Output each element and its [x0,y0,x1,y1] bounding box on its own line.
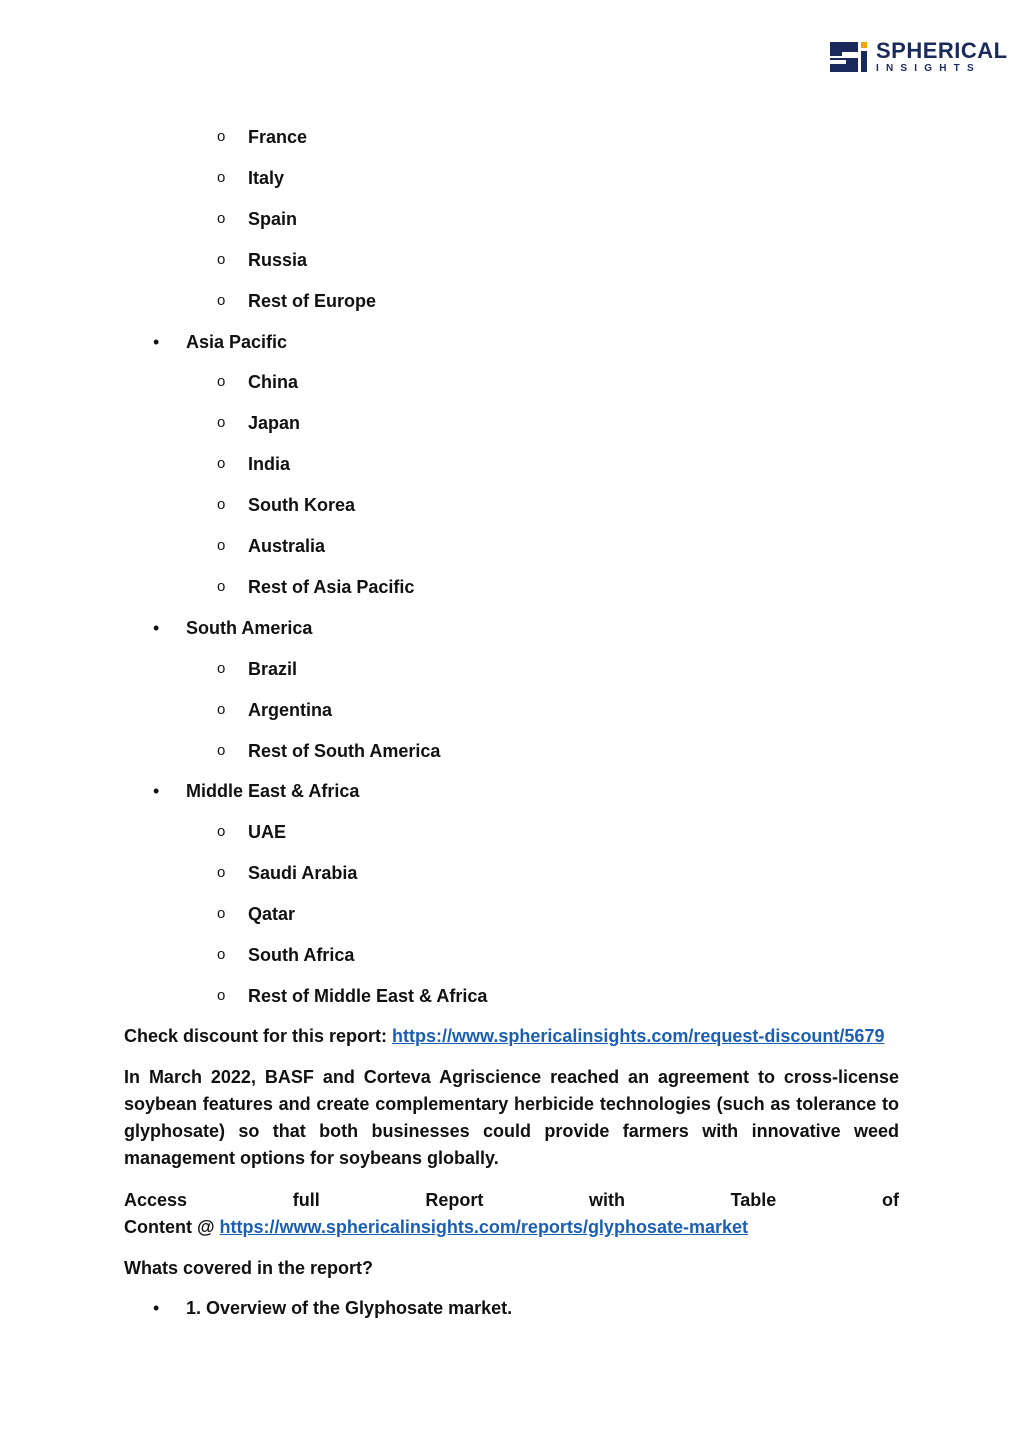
circle-bullet-icon: o [217,169,226,186]
circle-bullet-icon: o [217,701,226,718]
access-report-line1 [124,1187,899,1214]
report-link[interactable]: https://www.sphericalinsights.com/reports/glyphosate-market [219,1217,748,1237]
country-label: Brazil [248,659,298,679]
country-label: Japan [248,413,301,433]
country-label: Rest of Middle East & Africa [248,986,488,1006]
covered-heading: Whats covered in the report? [124,1258,374,1278]
circle-bullet-icon: o [217,496,226,513]
country-label: India [248,454,291,474]
logo-wordmark: SPHERICAL [876,38,1008,63]
access-report-block [124,1187,899,1241]
country-label: Russia [248,250,308,270]
country-label: Rest of Asia Pacific [248,577,415,597]
circle-bullet-icon: o [217,660,226,677]
circle-bullet-icon: o [217,578,226,595]
access-word: with [588,1190,625,1210]
circle-bullet-icon: o [217,537,226,554]
country-label: Rest of South America [248,741,441,761]
covered-item-label: 1. Overview of the Glyphosate market. [186,1298,513,1318]
circle-bullet-icon: o [217,823,226,840]
access-word: Table [730,1190,777,1210]
country-label: Italy [248,168,285,188]
circle-bullet-icon: o [217,905,226,922]
region-label: Middle East & Africa [186,781,360,801]
country-label: UAE [248,822,287,842]
country-label: South Africa [248,945,355,965]
circle-bullet-icon: o [217,128,226,145]
country-label: Qatar [248,904,296,924]
logo-subwordmark: INSIGHTS [876,63,981,74]
circle-bullet-icon: o [217,946,226,963]
circle-bullet-icon: o [217,292,226,309]
access-word: Access [124,1190,188,1210]
access-word: Report [425,1190,484,1210]
discount-line [124,1023,899,1050]
country-label: France [248,127,308,147]
circle-bullet-icon: o [217,864,226,881]
circle-bullet-icon: o [217,987,226,1004]
country-label: Saudi Arabia [248,863,358,883]
bullet-icon: • [153,1298,160,1318]
country-label: South Korea [248,495,356,515]
circle-bullet-icon: o [217,414,226,431]
bullet-icon: • [153,781,160,801]
region-label: Asia Pacific [186,332,288,352]
country-label: Spain [248,209,298,229]
country-label: Argentina [248,700,333,720]
circle-bullet-icon: o [217,455,226,472]
circle-bullet-icon: o [217,742,226,759]
country-label: Rest of Europe [248,291,377,311]
region-label: South America [186,618,313,638]
circle-bullet-icon: o [217,373,226,390]
bullet-icon: • [153,332,160,352]
access-report-line2 [124,1214,899,1241]
bullet-icon: • [153,618,160,638]
access-word: full [292,1190,320,1210]
country-label: China [248,372,299,392]
news-paragraph: In March 2022, BASF and Corteva Agriscience reached an agreement to cross-license soybean features and create complementary herbicide technologies (such as tolerance to glyphosate) so that both businesses could provide farmers with innovative weed management options for soybeans globally. [124,1067,899,1168]
circle-bullet-icon: o [217,210,226,227]
circle-bullet-icon: o [217,251,226,268]
country-label: Australia [248,536,326,556]
discount-link[interactable]: https://www.sphericalinsights.com/request-discount/5679 [392,1026,885,1046]
spherical-insights-logo [830,38,1008,76]
discount-label: Check discount for this report: [124,1026,393,1046]
logo-mark-icon [830,40,870,74]
access-word: of [881,1190,899,1210]
access-content-label: Content @ [124,1217,220,1237]
